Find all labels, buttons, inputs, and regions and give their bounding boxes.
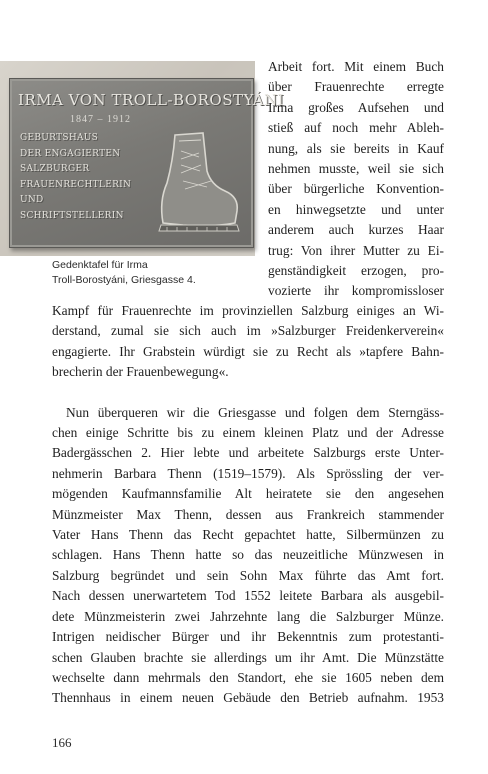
text-line: chen einige Schritte bis zu einem kleinen Platz und der Adresse bbox=[52, 425, 444, 441]
text-line: Irma großes Aufsehen und bbox=[268, 99, 444, 115]
plaque-line: UND bbox=[20, 195, 44, 205]
text-line: Nach dessen unerwartetem Tod 1552 leitete Barbara als ausgebil- bbox=[52, 588, 444, 604]
plaque-line: DER ENGAGIERTEN bbox=[20, 148, 121, 159]
plaque-line: SCHRIFTSTELLERIN bbox=[20, 210, 124, 221]
text-line: anderem auch kurzes Haar bbox=[268, 222, 444, 238]
text-line: en hinwegsetzte und unter bbox=[268, 201, 444, 217]
text-line: schen Glauben brachte sie allerdings um ihr Amt. Die Münzstätte bbox=[52, 649, 444, 665]
body-text bbox=[52, 301, 444, 709]
text-line: Salzburg begründet und sein Sohn Max führte das Amt fort. bbox=[52, 567, 444, 583]
text-line: Arbeit fort. Mit einem Buch bbox=[268, 59, 444, 74]
text-line: Thennhaus in einem neuen Gebäude den Betrieb aufnahm. 1953 bbox=[52, 690, 444, 706]
plaque-line: GEBURTSHAUS bbox=[20, 133, 99, 143]
plaque-years: 1847 – 1912 bbox=[70, 114, 131, 125]
text-line: trug: Von ihrer Mutter zu Ei- bbox=[268, 242, 444, 258]
plaque-photo bbox=[0, 61, 285, 256]
boot-relief-icon bbox=[153, 131, 241, 235]
text-line: Nun überqueren wir die Griesgasse und folgen dem Sterngäss- bbox=[66, 404, 444, 420]
text-line: stieß auf noch mehr Ableh- bbox=[268, 120, 444, 136]
text-line: nung, als sie bereits in Kauf bbox=[268, 140, 444, 156]
plaque-title: IRMA VON TROLL-BOROSTYÁNI bbox=[18, 91, 285, 109]
text-line: über Frauenrechte erregte bbox=[268, 79, 444, 95]
page-number: 166 bbox=[52, 735, 72, 750]
text-line: derstand, zumal sie sich auch im »Salzburger Freidenkerverein« bbox=[52, 323, 444, 339]
caption-line: Gedenktafel für Irma bbox=[52, 259, 148, 271]
text-line: vozierte ihr kompromissloser bbox=[268, 283, 444, 299]
side-column-text bbox=[268, 57, 444, 302]
text-line: über bürgerliche Konvention- bbox=[268, 181, 444, 197]
text-line: dete Münzmeisterin zwei Jahrzehnte lang die Salzburger Münze. bbox=[52, 608, 444, 624]
text-line: wechselte dann mehrmals den Standort, ehe sie 1605 neben dem bbox=[52, 669, 444, 685]
text-line: nehmen musste, weil sie sich bbox=[268, 161, 444, 177]
text-line: engagierte. Ihr Grabstein würdigt sie zu Recht als »tapfere Bahn- bbox=[52, 343, 444, 359]
memorial-plaque bbox=[9, 78, 285, 248]
text-line: Badergässchen 2. Hier lebte und arbeitete Salzburgs erste Unter- bbox=[52, 445, 444, 461]
text-line: Intrigen neidischer Bürger und ihr Bekenntnis zum protestanti- bbox=[52, 629, 444, 645]
text-line: Kampf für Frauenrechte im provinziellen Salzburg einiges an Wi- bbox=[52, 303, 444, 318]
plaque-inscription bbox=[20, 131, 140, 224]
text-line: genständigkeit erzogen, pro- bbox=[268, 263, 444, 279]
caption-line: Troll-Borostyáni, Griesgasse 4. bbox=[52, 274, 196, 286]
figure-caption bbox=[52, 258, 252, 288]
text-line: schlagen. Hans Thenn hatte so das neuzeitliche Münzwesen in bbox=[52, 547, 444, 563]
text-line: Vater Hans Thenn das Recht gepachtet hatte, Silbermünzen zu bbox=[52, 527, 444, 543]
text-line: Münzmeister Max Thenn, dessen aus Frankreich stammender bbox=[52, 506, 444, 522]
plaque-line: SALZBURGER bbox=[20, 164, 90, 174]
text-line: brecherin der Frauenbewegung«. bbox=[52, 364, 229, 380]
plaque-line: FRAUENRECHTLERIN bbox=[20, 179, 132, 190]
text-line: nehmerin Barbara Thenn (1519–1579). Als Sprössling der ver- bbox=[52, 465, 444, 481]
text-line: mögenden Kaufmannsfamilie Alt heiratete sie den angesehen bbox=[52, 486, 444, 502]
paragraph-gap bbox=[52, 383, 444, 403]
